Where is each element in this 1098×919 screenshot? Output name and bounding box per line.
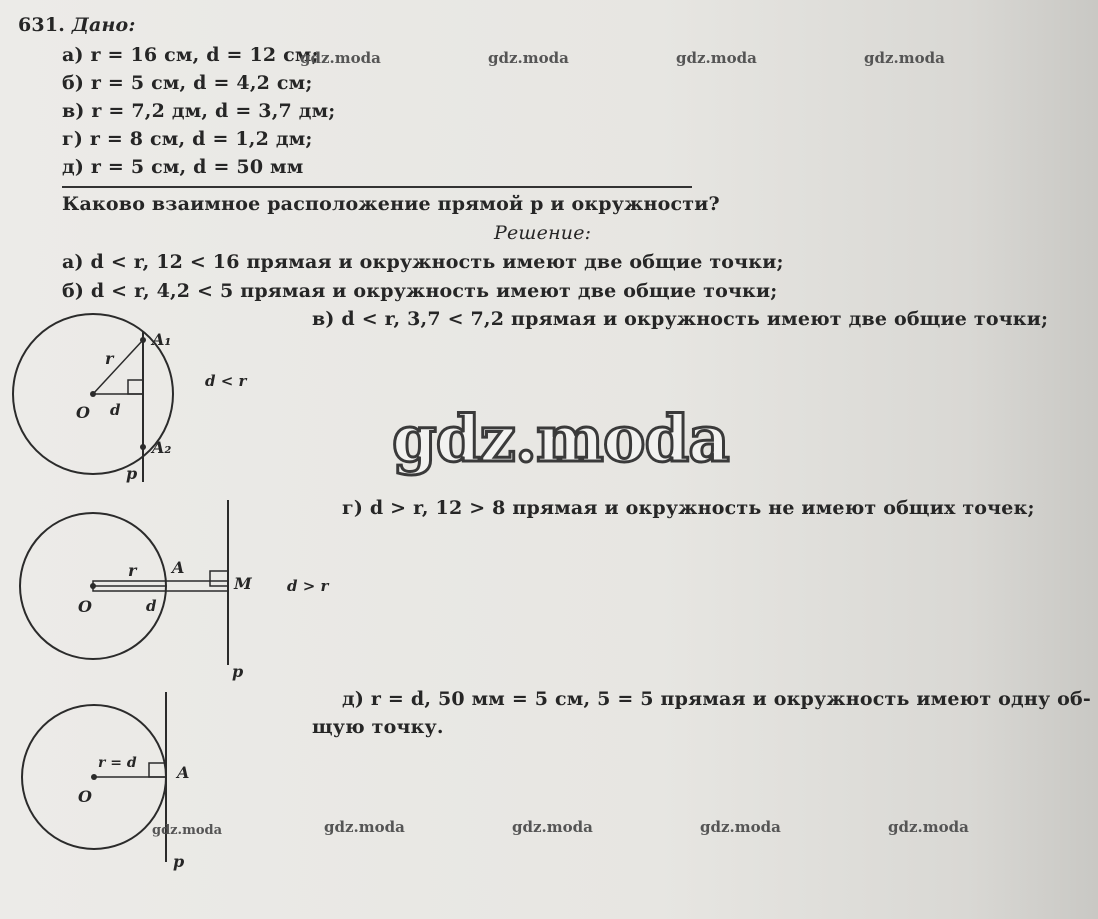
watermark-bottom-2: gdz.moda	[512, 818, 593, 836]
given-g: г) r = 8 см, d = 1,2 дм;	[62, 128, 313, 150]
solution-d-line2: щую точку.	[312, 716, 444, 738]
point-a2	[140, 444, 146, 450]
label-p-2: p	[232, 662, 244, 681]
radius-1	[93, 340, 143, 394]
relation-2: d > r	[287, 577, 329, 595]
solution-v: в) d < r, 3,7 < 7,2 прямая и окружность имеют две общие точки;	[312, 308, 1049, 330]
given-v: в) r = 7,2 дм, d = 3,7 дм;	[62, 100, 336, 122]
point-o-1	[90, 391, 96, 397]
question-text: Каково взаимное расположение прямой p и окружности?	[62, 193, 720, 215]
right-angle-2	[210, 571, 228, 586]
label-r-2: r	[128, 561, 137, 580]
watermark-top-2: gdz.moda	[488, 49, 569, 67]
relation-1: d < r	[205, 372, 247, 390]
watermark-top-3: gdz.moda	[676, 49, 757, 67]
given-b: б) r = 5 см, d = 4,2 см;	[62, 72, 313, 94]
given-label: Дано:	[71, 14, 136, 36]
label-r-1: r	[105, 349, 114, 368]
solution-g: г) d > r, 12 > 8 прямая и окружность не имеют общих точек;	[342, 497, 1035, 519]
label-m: M	[234, 574, 252, 593]
watermark-bottom-4: gdz.moda	[888, 818, 969, 836]
point-o-3	[91, 774, 97, 780]
label-a1: A₁	[152, 330, 172, 349]
label-p-3: p	[173, 852, 185, 871]
label-d-1: d	[110, 401, 121, 419]
given-d: д) r = 5 см, d = 50 мм	[62, 156, 304, 178]
solution-label: Решение:	[494, 222, 592, 244]
given-a: а) r = 16 см, d = 12 см;	[62, 44, 319, 66]
watermark-top-1: gdz.moda	[300, 49, 381, 67]
label-a2: A₂	[152, 438, 172, 457]
label-rd: r = d	[98, 755, 137, 771]
label-d-2: d	[146, 597, 157, 615]
point-a1	[140, 337, 146, 343]
label-a-2: A	[172, 558, 185, 577]
watermark-bottom-3: gdz.moda	[700, 818, 781, 836]
watermark-bottom-0: gdz.moda	[152, 823, 223, 838]
solution-d-line1: д) r = d, 50 мм = 5 см, 5 = 5 прямая и окружность имеют одну об-	[342, 688, 1091, 710]
watermark-center: gdz.moda	[392, 402, 729, 477]
label-o-3: O	[78, 787, 92, 806]
problem-number: 631.	[18, 14, 66, 36]
label-o-2: O	[78, 597, 92, 616]
point-o-2	[90, 583, 96, 589]
label-a-3: A	[177, 763, 190, 782]
label-p-1: p	[126, 464, 138, 483]
label-o-1: O	[76, 403, 90, 422]
solution-b: б) d < r, 4,2 < 5 прямая и окружность имеют две общие точки;	[62, 280, 778, 302]
right-angle-3	[149, 763, 166, 777]
solution-a: а) d < r, 12 < 16 прямая и окружность имеют две общие точки;	[62, 251, 784, 273]
watermark-top-4: gdz.moda	[864, 49, 945, 67]
watermark-bottom-1: gdz.moda	[324, 818, 405, 836]
right-angle-1	[128, 380, 143, 394]
